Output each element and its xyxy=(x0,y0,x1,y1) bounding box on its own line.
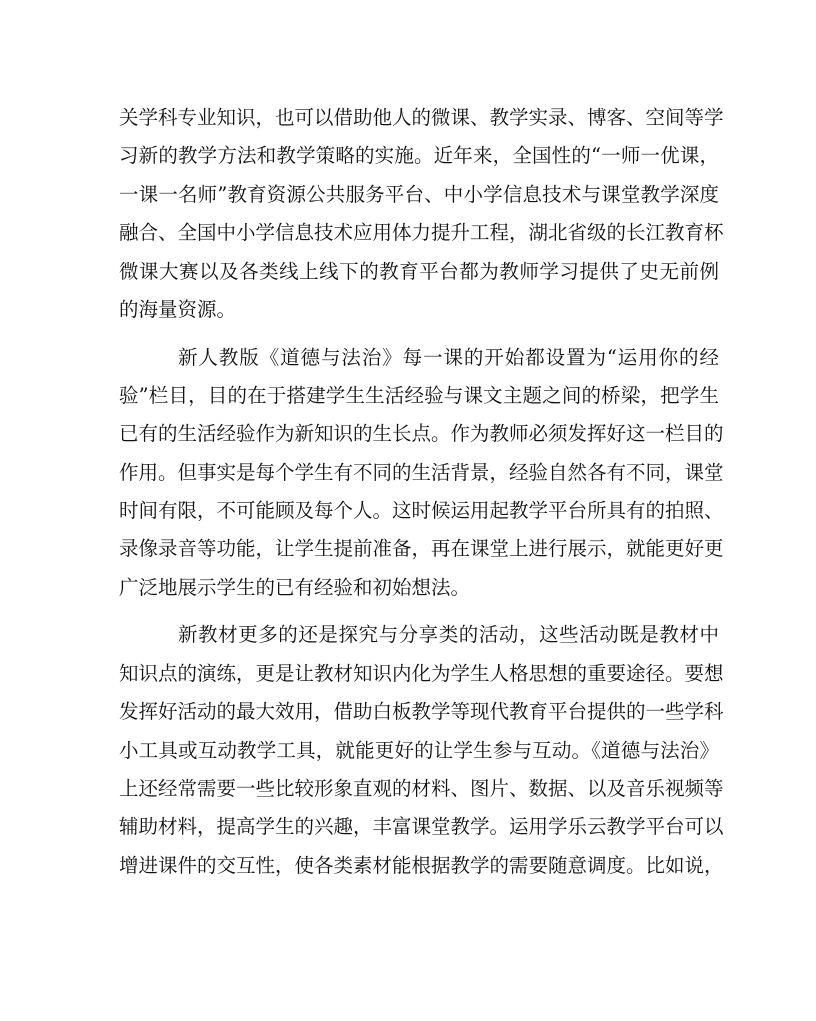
text-line: 作用。但事实是每个学生有不同的生活背景，经验自然各有不同，课堂 xyxy=(119,460,724,484)
text-line: 的海量资源。 xyxy=(119,297,237,321)
text-line: 上还经常需要一些比较形象直观的材料、图片、数据、以及音乐视频等 xyxy=(119,777,724,801)
text-line: 新教材更多的还是探究与分享类的活动，这些活动既是教材中 xyxy=(178,623,719,647)
text-line: 广泛地展示学生的已有经验和初始想法。 xyxy=(119,575,471,599)
text-line: 小工具或互动教学工具，就能更好的让学生参与互动。《道德与法治》 xyxy=(119,738,719,762)
text-line: 发挥好活动的最大效用，借助白板教学等现代教育平台提供的一些学科 xyxy=(119,700,724,724)
paragraph-3 xyxy=(119,616,724,885)
text-line: 辅助材料，提高学生的兴趣，丰富课堂教学。运用学乐云教学平台可以 xyxy=(119,815,724,839)
text-line: 增进课件的交互性，使各类素材能根据教学的需要随意调度。比如说， xyxy=(119,853,724,877)
text-line: 知识点的演练，更是让教材知识内化为学生人格思想的重要途径。要想 xyxy=(119,661,724,685)
text-line: 一课一名师”教育资源公共服务平台、中小学信息技术与课堂教学深度 xyxy=(119,182,719,206)
text-line: 验”栏目，目的在于搭建学生生活经验与课文主题之间的桥梁，把学生 xyxy=(119,383,719,407)
text-line: 关学科专业知识，也可以借助他人的微课、教学实录、博客、空间等学 xyxy=(119,106,724,129)
text-line: 习新的教学方法和教学策略的实施。近年来，全国性的“一师一优课， xyxy=(119,144,719,168)
document-body xyxy=(119,99,724,885)
text-line: 时间有限，不可能顾及每个人。这时候运用起教学平台所具有的拍照、 xyxy=(119,499,724,523)
text-line: 融合、全国中小学信息技术应用体力提升工程，湖北省级的长江教育杯 xyxy=(119,221,724,245)
text-line: 微课大赛以及各类线上线下的教育平台都为教师学习提供了史无前例 xyxy=(119,259,719,283)
text-line: 录像录音等功能，让学生提前准备，再在课堂上进行展示，就能更好更 xyxy=(119,537,724,561)
text-line: 新人教版《道德与法治》每一课的开始都设置为“运用你的经 xyxy=(178,345,719,369)
paragraph-2 xyxy=(119,339,724,608)
text-line: 已有的生活经验作为新知识的生长点。作为教师必须发挥好这一栏目的 xyxy=(119,422,724,446)
paragraph-1 xyxy=(119,99,724,329)
